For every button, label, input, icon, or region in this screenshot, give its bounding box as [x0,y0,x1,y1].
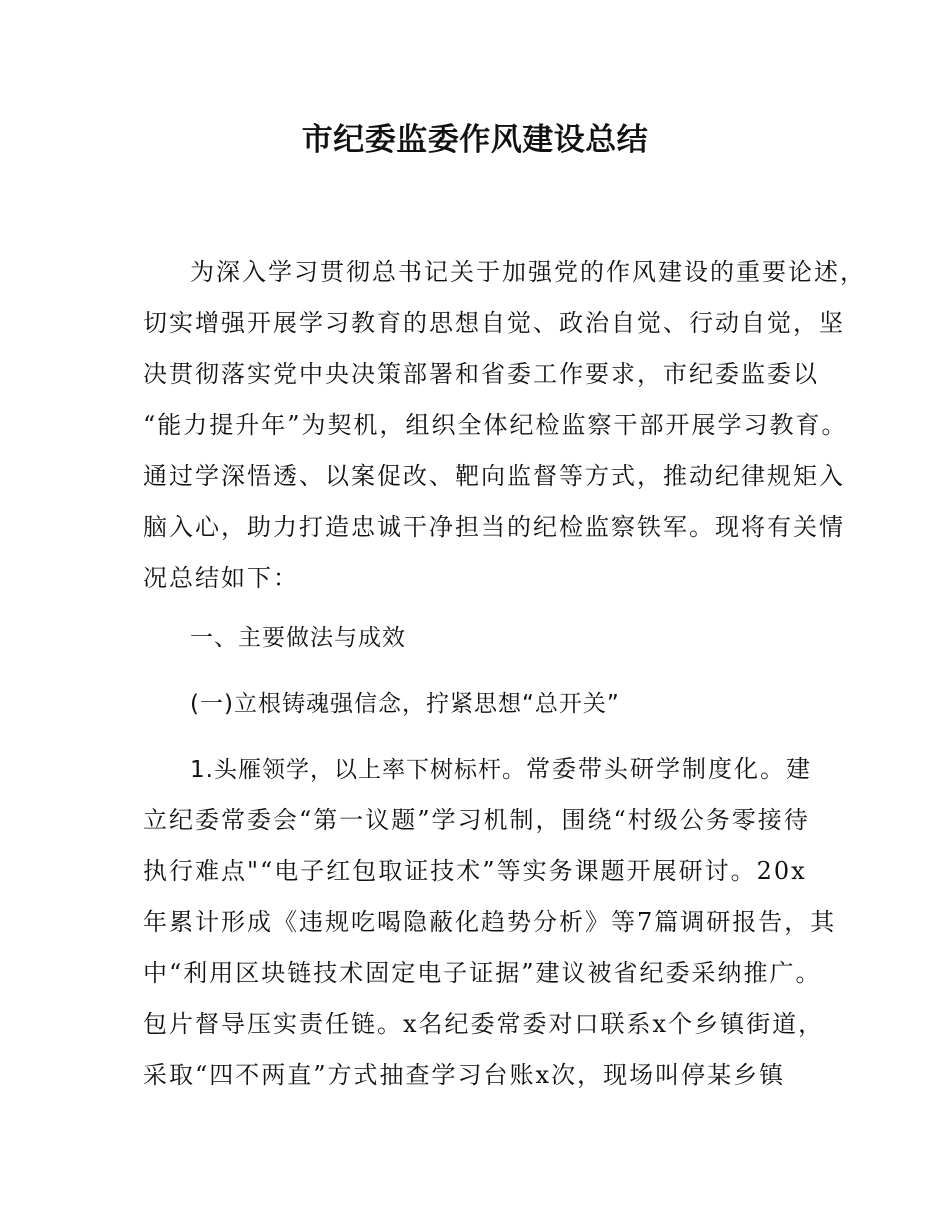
intro-line: 脑入心，助力打造忠诚干净担当的纪检监察铁军。现将有关情 [143,513,845,541]
item1-line: 立纪委常委会“第一议题”学习机制，围绕“村级公务零接待 [143,806,810,834]
item1-first-line [190,751,812,788]
intro-line: 况总结如下： [143,564,299,592]
item1-first-line-rest: 常委带头研学制度化。建 [525,755,812,783]
intro-line: “能力提升年”为契机，组织全体纪检监察干部开展学习教育。 [143,411,848,439]
item1-line: 包片督导压实责任链。x名纪委常委对口联系x个乡镇街道， [143,1010,825,1038]
item1-line: 采取“四不两直”方式抽查学习台账x次，现场叫停某乡镇 [143,1061,786,1089]
subsection-heading: (一)立根铸魂强信念，拧紧思想“总开关” [190,691,620,717]
intro-line: 切实增强开展学习教育的思想自觉、政治自觉、行动自觉，坚 [143,309,845,337]
item1-line: 年累计形成《违规吃喝隐蔽化趋势分析》等7篇调研报告，其 [143,908,837,936]
intro-line: 通过学深悟透、以案促改、靶向监督等方式，推动纪律规矩入 [143,462,845,490]
document-title: 市纪委监委作风建设总结 [301,122,649,158]
item1-line: 执行难点"“电子红包取证技术”等实务课题开展研讨。20x [143,857,807,885]
intro-line: 为深入学习贯彻总书记关于加强党的作风建设的重要论述， [190,258,866,286]
intro-line: 决贯彻落实党中央决策部署和省委工作要求，市纪委监委以 [143,360,819,388]
section-heading: 一、主要做法与成效 [190,625,406,651]
item1-line: 中“利用区块链技术固定电子证据”建议被省纪委采纳推广。 [143,959,822,987]
item1-lead: 1.头雁领学，以上率下树标杆。 [190,757,526,783]
